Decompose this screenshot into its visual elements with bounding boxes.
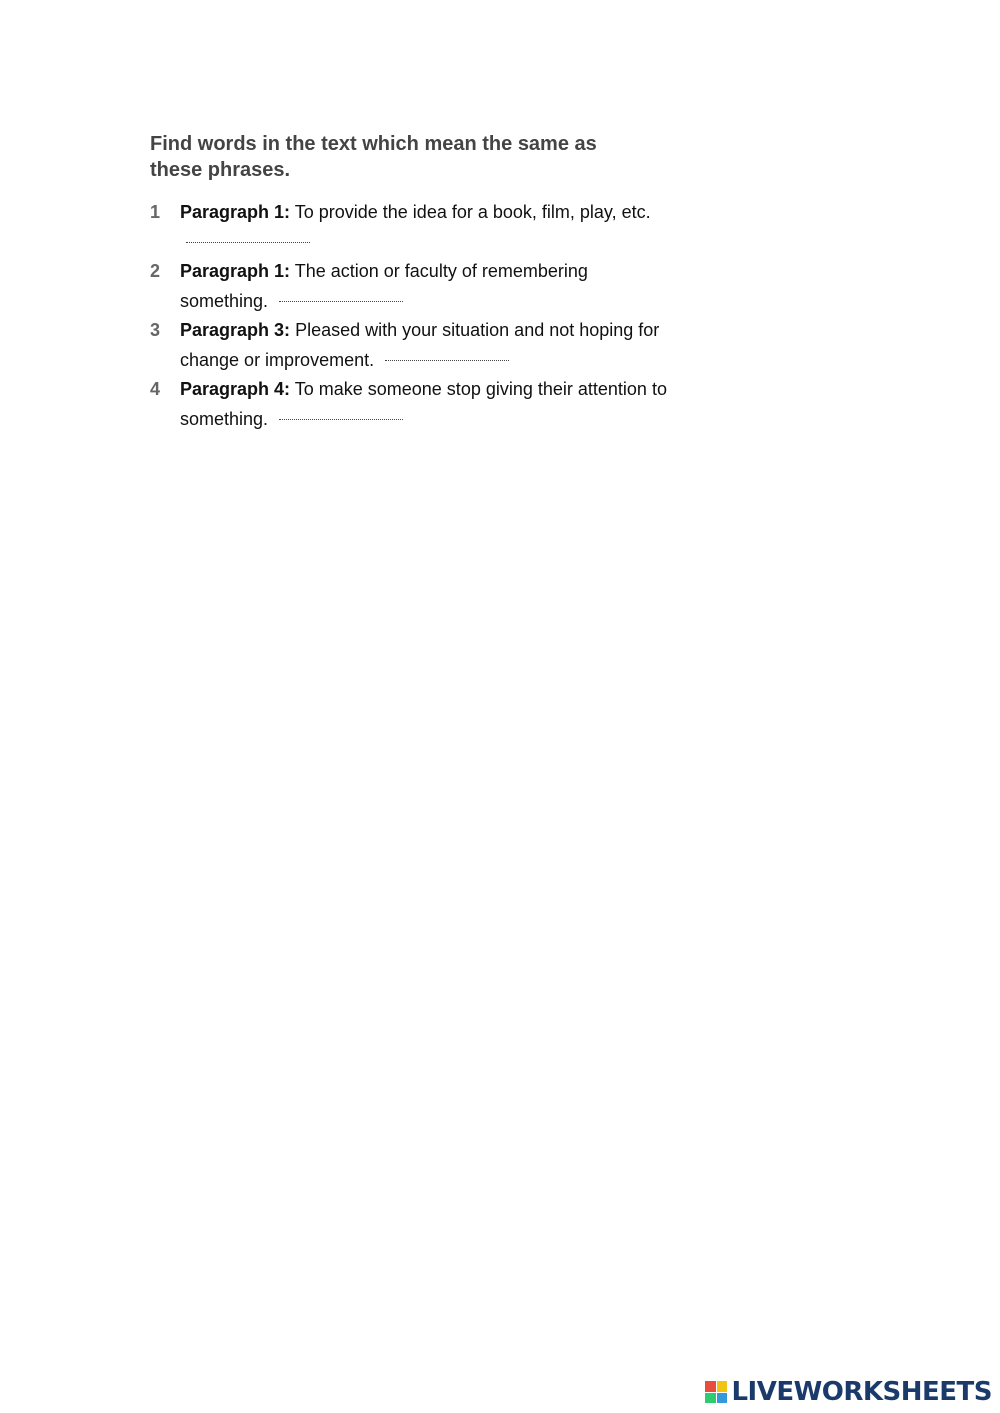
question-list	[150, 198, 670, 434]
instruction-heading: Find words in the text which mean the same as these phrases.	[150, 133, 597, 181]
question-body	[180, 375, 670, 434]
logo-tile-green	[705, 1393, 716, 1404]
question-label: Paragraph 3:	[180, 320, 291, 340]
question-number: 4	[150, 379, 161, 399]
logo-tile-red	[705, 1381, 716, 1392]
question-text: To provide the idea for a book, film, play, etc.	[294, 202, 651, 222]
question-label: Paragraph 1:	[180, 202, 291, 222]
liveworksheets-logo-icon	[705, 1381, 727, 1403]
logo-wordmark: LIVEWORKSHEETS	[731, 1377, 992, 1407]
question-number: 2	[150, 261, 161, 281]
worksheet	[150, 131, 670, 434]
answer-field-3[interactable]	[385, 346, 509, 361]
logo-tile-blue	[717, 1393, 728, 1404]
question-label: Paragraph 1:	[180, 261, 291, 281]
question-body	[180, 257, 670, 316]
question-label: Paragraph 4:	[180, 379, 291, 399]
question-number: 1	[150, 202, 161, 222]
question-number: 3	[150, 320, 161, 340]
question-body	[180, 198, 670, 257]
question-item-4	[150, 375, 670, 434]
logo-tile-yellow	[717, 1381, 728, 1392]
question-item-3	[150, 316, 670, 375]
question-text: Pleased with your situation and not hoping for change or improvement.	[180, 320, 660, 370]
question-text: The action or faculty of remembering something.	[180, 261, 588, 311]
question-body	[180, 316, 670, 375]
question-text: To make someone stop giving their attention to something.	[180, 379, 667, 429]
question-item-1	[150, 198, 670, 257]
answer-field-4[interactable]	[279, 405, 403, 420]
answer-field-2[interactable]	[279, 287, 403, 302]
liveworksheets-logo	[705, 1377, 992, 1407]
answer-field-1[interactable]	[186, 228, 310, 243]
question-item-2	[150, 257, 670, 316]
